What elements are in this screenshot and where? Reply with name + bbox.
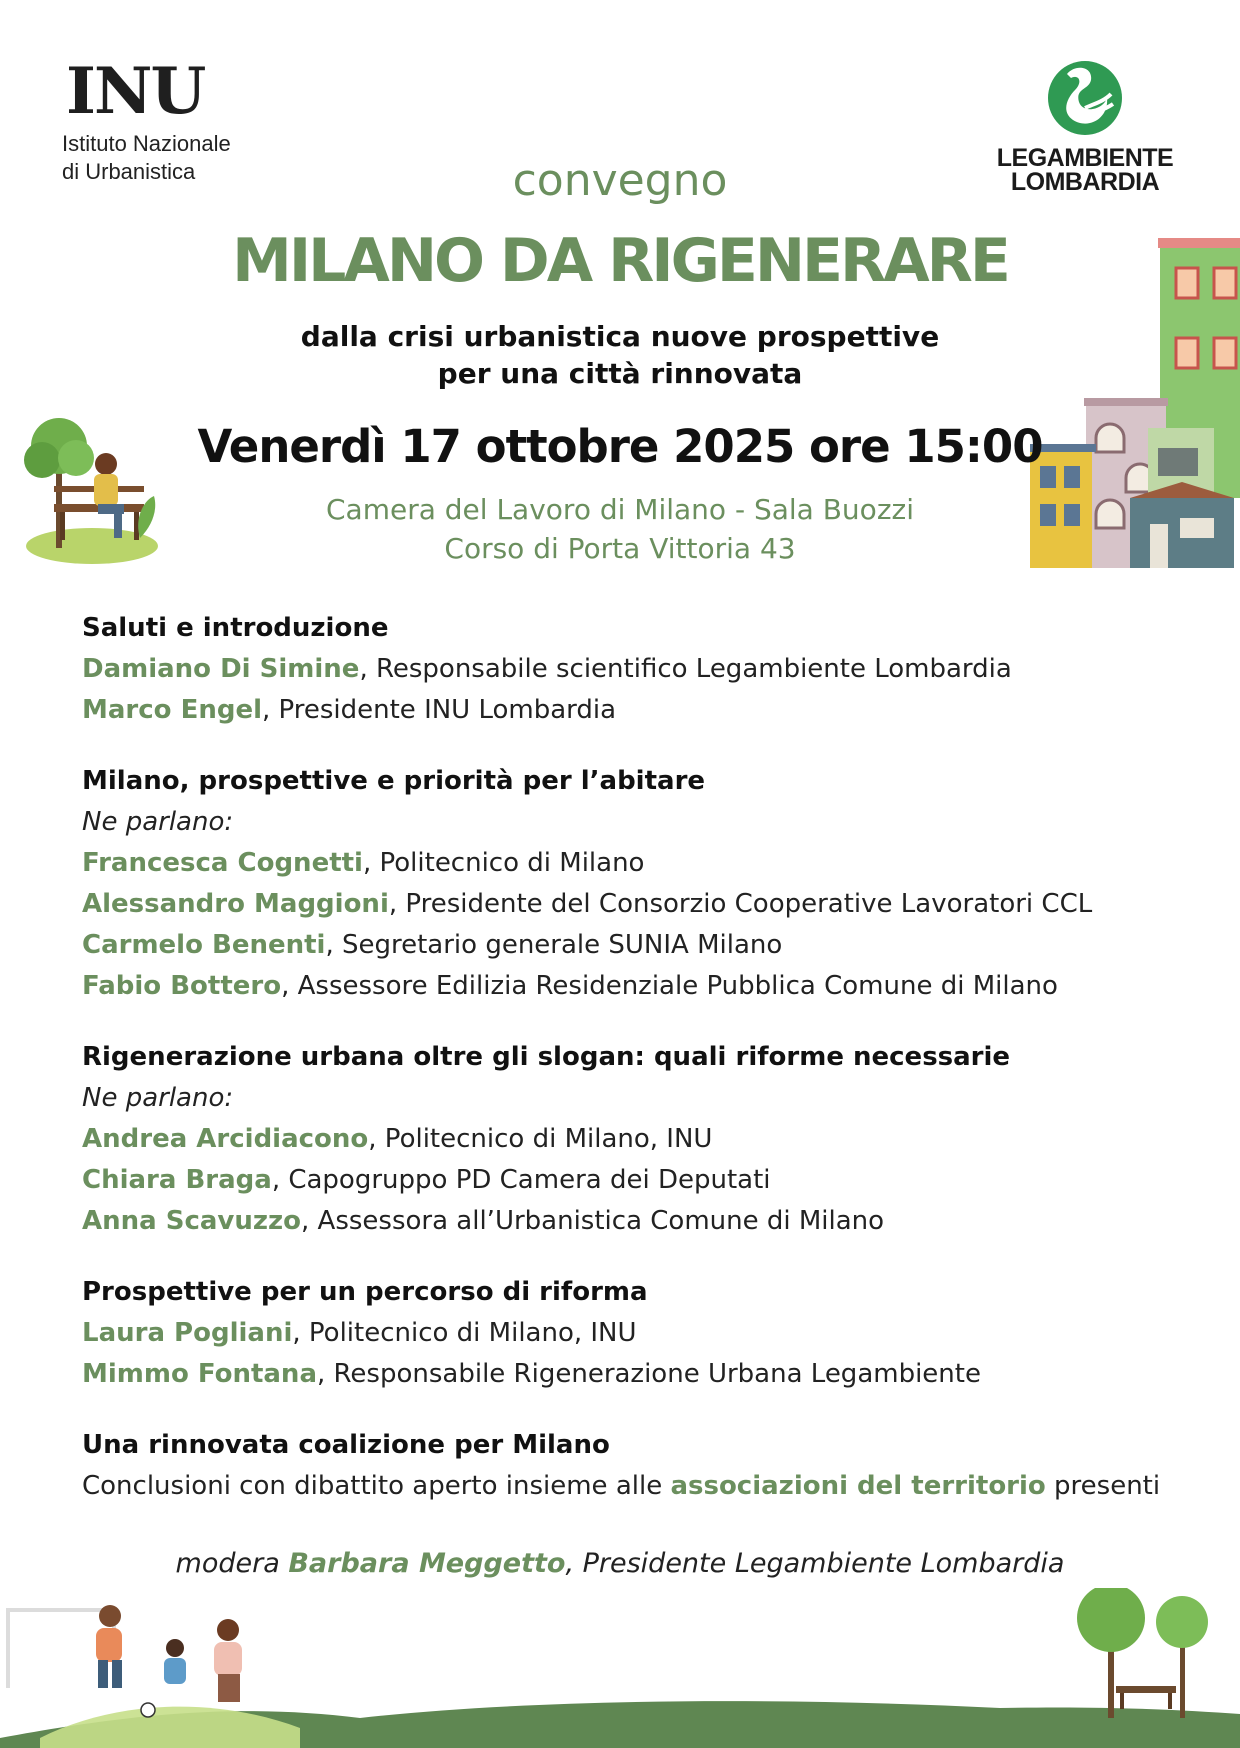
speaker-name: Andrea Arcidiacono [82, 1124, 369, 1154]
event-venue [0, 490, 1240, 568]
speaker-name: Mimmo Fontana [82, 1359, 317, 1389]
section-title: Prospettive per un percorso di riforma [82, 1277, 648, 1307]
speaker-line [82, 649, 1162, 690]
speaker-name: Damiano Di Simine [82, 654, 360, 684]
conclusion-highlight: associazioni del territorio [670, 1471, 1046, 1501]
speaker-role: , Responsabile Rigenerazione Urbana Legambiente [317, 1359, 981, 1389]
section-title: Rigenerazione urbana oltre gli slogan: quali riforme necessarie [82, 1042, 1011, 1072]
speaker-line [82, 884, 1162, 925]
subtitle-line-2: per una città rinnovata [437, 357, 803, 390]
speaker-line [82, 1354, 1162, 1395]
speaker-role: , Politecnico di Milano, INU [368, 1124, 713, 1154]
moderator-role: , Presidente Legambiente Lombardia [565, 1548, 1065, 1579]
program-section [82, 761, 1162, 1007]
inu-logo: INU [66, 54, 205, 129]
speaker-line [82, 1313, 1162, 1354]
speaker-name: Fabio Bottero [82, 971, 282, 1001]
inu-line-2: di Urbanistica [62, 159, 196, 184]
event-kicker: convegno [512, 155, 728, 206]
program [82, 608, 1162, 1537]
program-section [82, 608, 1162, 731]
speaker-line [82, 1201, 1162, 1242]
speaker-line [82, 1119, 1162, 1160]
speaker-name: Anna Scavuzzo [82, 1206, 302, 1236]
speaker-name: Carmelo Benenti [82, 930, 326, 960]
program-section [82, 1272, 1162, 1395]
speaker-role: , Politecnico di Milano [362, 848, 645, 878]
section-title: Milano, prospettive e priorità per l’abitare [82, 766, 706, 796]
speaker-name: Alessandro Maggioni [82, 889, 389, 919]
conclusion-text: Conclusioni con dibattito aperto insieme alle [82, 1471, 671, 1501]
speaker-role: , Assessora all’Urbanistica Comune di Milano [301, 1206, 885, 1236]
inu-line-1: Istituto Nazionale [62, 131, 231, 156]
event-title: MILANO DA RIGENERARE [232, 226, 1008, 296]
speaker-role: , Assessore Edilizia Residenziale Pubblica Comune di Milano [281, 971, 1058, 1001]
moderator-line [0, 1548, 1240, 1579]
conclusion-text-end: presenti [1045, 1471, 1161, 1501]
program-section [82, 1425, 1162, 1507]
speaker-name: Chiara Braga [82, 1165, 272, 1195]
conclusion-line [82, 1466, 1162, 1507]
speaker-name: Laura Pogliani [82, 1318, 293, 1348]
moderator-prefix: modera [175, 1548, 289, 1579]
speaker-line [82, 843, 1162, 884]
speaker-role: , Presidente INU Lombardia [262, 695, 617, 725]
venue-line-1: Camera del Lavoro di Milano - Sala Buozzi [326, 493, 914, 526]
section-title: Una rinnovata coalizione per Milano [82, 1430, 610, 1460]
speaker-line [82, 690, 1162, 731]
legambiente-line-1: LEGAMBIENTE [996, 144, 1174, 172]
speaker-role: , Responsabile scientifico Legambiente Lombardia [359, 654, 1012, 684]
speaker-role: , Capogruppo PD Camera dei Deputati [271, 1165, 771, 1195]
ground-park-illustration [0, 1588, 1240, 1748]
speaker-line [82, 925, 1162, 966]
section-note: Ne parlano: [82, 807, 234, 837]
speaker-name: Marco Engel [82, 695, 262, 725]
venue-line-2: Corso di Porta Vittoria 43 [444, 532, 796, 565]
swan-logo-icon [1045, 58, 1125, 136]
speaker-line [82, 1160, 1162, 1201]
program-section [82, 1037, 1162, 1242]
event-date: Venerdì 17 ottobre 2025 ore 15:00 [197, 420, 1043, 473]
section-note: Ne parlano: [82, 1083, 234, 1113]
speaker-role: , Politecnico di Milano, INU [292, 1318, 637, 1348]
event-subtitle [0, 318, 1240, 392]
section-title: Saluti e introduzione [82, 613, 389, 643]
speaker-role: , Segretario generale SUNIA Milano [325, 930, 783, 960]
speaker-name: Francesca Cognetti [82, 848, 363, 878]
legambiente-line-2: LOMBARDIA [1010, 168, 1160, 196]
subtitle-line-1: dalla crisi urbanistica nuove prospettive [300, 320, 940, 353]
speaker-line [82, 966, 1162, 1007]
moderator-name: Barbara Meggetto [288, 1548, 566, 1579]
speaker-role: , Presidente del Consorzio Cooperative Lavoratori CCL [388, 889, 1093, 919]
